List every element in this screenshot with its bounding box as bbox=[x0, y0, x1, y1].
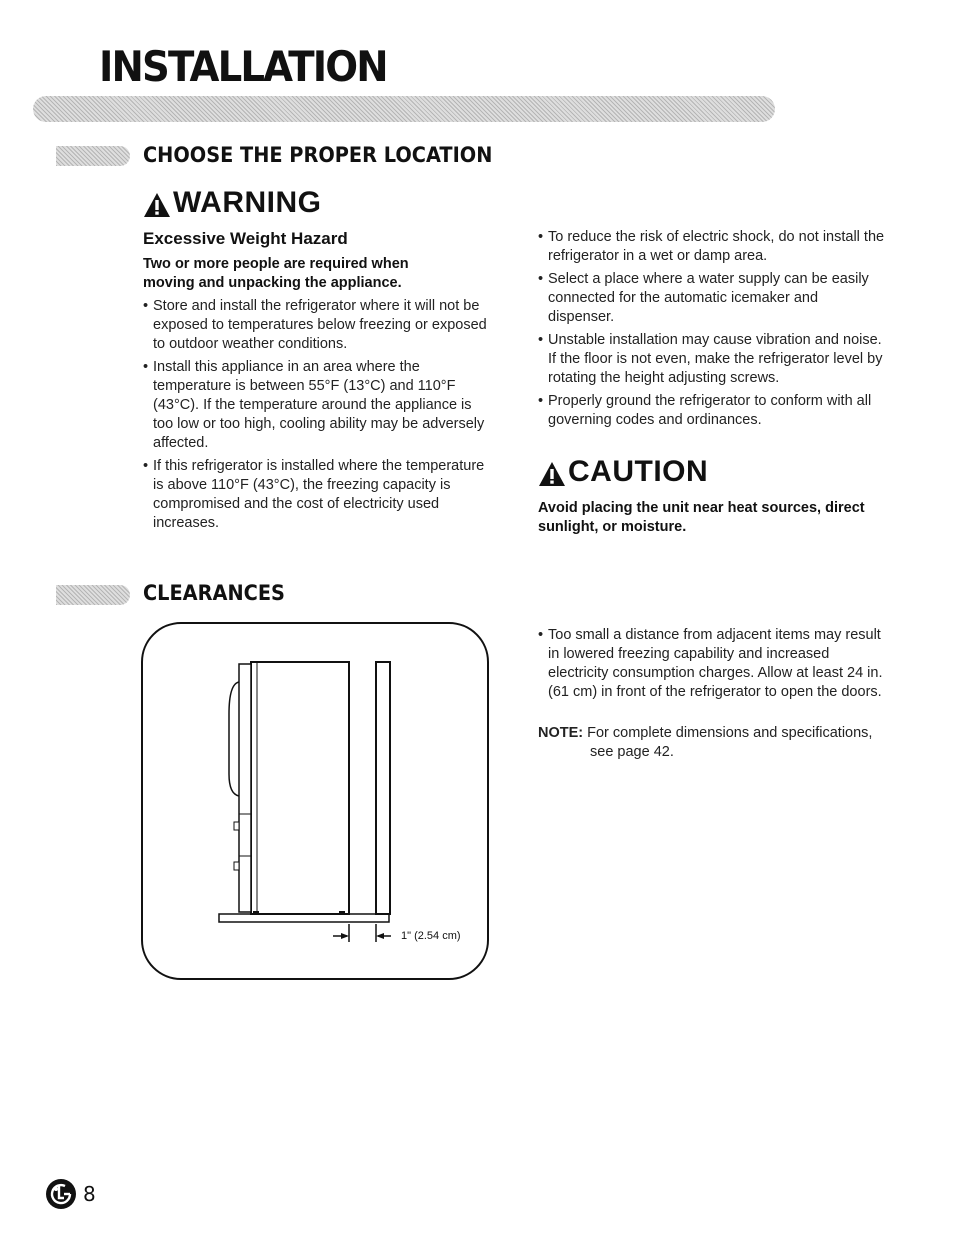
refrigerator-side-illustration bbox=[143, 624, 487, 978]
warning-subheading: Excessive Weight Hazard bbox=[143, 229, 348, 248]
lg-logo-icon bbox=[45, 1178, 77, 1210]
page-number: 8 bbox=[83, 1182, 96, 1206]
section-title-location: CHOOSE THE PROPER LOCATION bbox=[143, 143, 493, 167]
list-item: • Select a place where a water supply can be easily connected for the automatic icemaker and dispenser. bbox=[538, 270, 888, 327]
warning-right-list bbox=[538, 228, 888, 434]
clearance-diagram bbox=[141, 622, 489, 980]
list-item: • Install this appliance in an area where the temperature is between 55°F (13°C) and 110°F (43°C). If the temperature around the appliance is too low or too high, cooling ability may be adversely affected. bbox=[143, 358, 488, 453]
clearance-dimension-label: 1" (2.54 cm) bbox=[401, 930, 461, 942]
note-label: NOTE: bbox=[538, 725, 584, 741]
list-item: • To reduce the risk of electric shock, do not install the refrigerator in a wet or damp area. bbox=[538, 228, 888, 266]
warning-label: WARNING bbox=[173, 186, 322, 219]
warning-triangle-icon bbox=[143, 192, 171, 218]
page-title: INSTALLATION bbox=[99, 42, 387, 91]
title-bar-decoration bbox=[33, 96, 775, 122]
caution-label: CAUTION bbox=[568, 455, 709, 488]
caution-text: Avoid placing the unit near heat sources, direct sunlight, or moisture. bbox=[538, 500, 865, 535]
note-line-2: see page 42. bbox=[590, 744, 674, 760]
note-line-1: For complete dimensions and specifications, bbox=[587, 725, 873, 741]
list-item: • If this refrigerator is installed where the temperature is above 110°F (43°C), the freezing capacity is compromised and the cost of electricity used increases. bbox=[143, 457, 488, 533]
list-item: • Unstable installation may cause vibration and noise. If the floor is not even, make the refrigerator level by rotating the height adjusting screws. bbox=[538, 331, 888, 388]
warning-heading bbox=[143, 188, 322, 218]
section-pill-decoration bbox=[56, 146, 130, 166]
warning-left-list bbox=[143, 297, 488, 537]
section-pill-decoration bbox=[56, 585, 130, 605]
list-item: • Too small a distance from adjacent items may result in lowered freezing capability and increased electricity consumption charges. Allow at least 24 in. (61 cm) in front of the refrigerator to open the doors. bbox=[538, 626, 883, 702]
clearances-list bbox=[538, 626, 883, 706]
section-title-clearances: CLEARANCES bbox=[143, 581, 285, 605]
list-item: • Properly ground the refrigerator to conform with all governing codes and ordinances. bbox=[538, 392, 888, 430]
page-footer bbox=[45, 1178, 96, 1210]
caution-heading bbox=[538, 457, 708, 487]
list-item: • Store and install the refrigerator where it will not be exposed to temperatures below freezing or exposed to outdoor weather conditions. bbox=[143, 297, 488, 354]
warning-bold-text: Two or more people are required when moving and unpacking the appliance. bbox=[143, 256, 409, 291]
warning-triangle-icon bbox=[538, 461, 566, 487]
clearances-note bbox=[538, 724, 918, 762]
